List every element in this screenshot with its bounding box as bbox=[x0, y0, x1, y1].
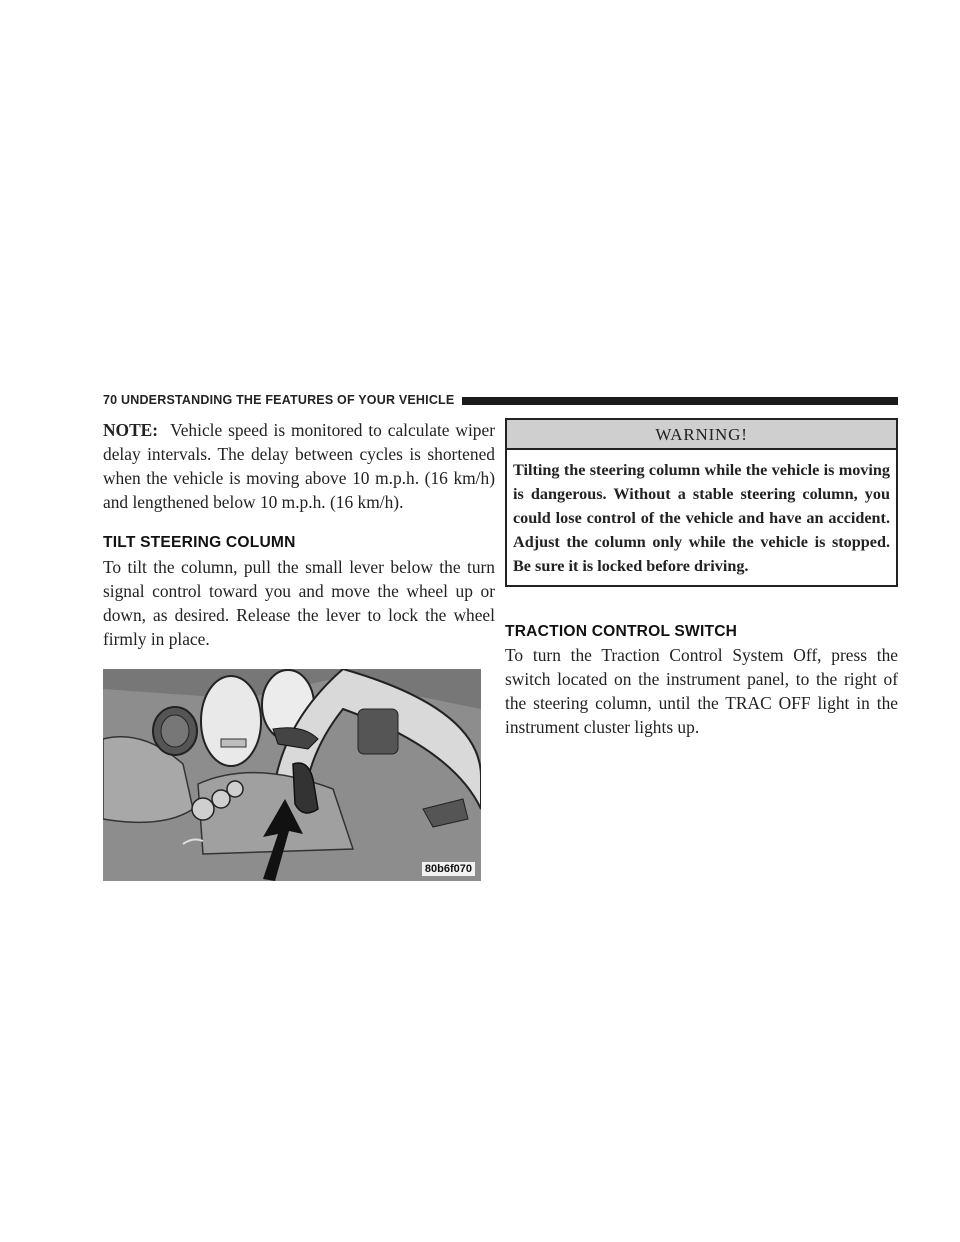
page-number bbox=[103, 393, 454, 407]
page-header bbox=[103, 390, 898, 410]
tilt-heading: TILT STEERING COLUMN bbox=[103, 534, 296, 551]
page-number-value: 70 bbox=[103, 393, 118, 407]
section-title: UNDERSTANDING THE FEATURES OF YOUR VEHICLE bbox=[121, 393, 455, 407]
traction-paragraph: To turn the Traction Control System Off, press the switch located on the instrument panel, to the right of the steering column, until the TRAC OFF light in the instrument cluster lights up. bbox=[505, 645, 898, 737]
warning-title: WARNING! bbox=[507, 420, 896, 450]
note-label: NOTE: bbox=[103, 420, 159, 440]
tilt-paragraph: To tilt the column, pull the small lever below the turn signal control toward you and move the wheel up or down, as desired. Release the lever to lock the wheel firmly in place. bbox=[103, 557, 495, 649]
right-column bbox=[505, 418, 898, 739]
warning-box bbox=[505, 418, 898, 587]
traction-heading: TRACTION CONTROL SWITCH bbox=[505, 623, 738, 640]
note-text: Vehicle speed is monitored to calculate wiper delay intervals. The delay between cycles is shortened when the vehicle is moving above 10 m.p.h. (16 km/h) and lengthened below 10 m.p.h. (16 km/h). bbox=[103, 420, 495, 512]
tilt-lever-illustration bbox=[103, 669, 481, 881]
steering-column-drawing bbox=[103, 669, 481, 881]
header-rule bbox=[462, 397, 898, 405]
figure-code: 80b6f070 bbox=[422, 862, 475, 876]
left-column bbox=[103, 418, 495, 881]
warning-text: Tilting the steering column while the vehicle is moving is dangerous. Without a stable steering column, you could lose control of the vehicle and have an accident. Adjust the column only while the vehicle is stopped. Be sure it is locked before driving. bbox=[513, 461, 890, 575]
note-paragraph bbox=[103, 418, 495, 514]
